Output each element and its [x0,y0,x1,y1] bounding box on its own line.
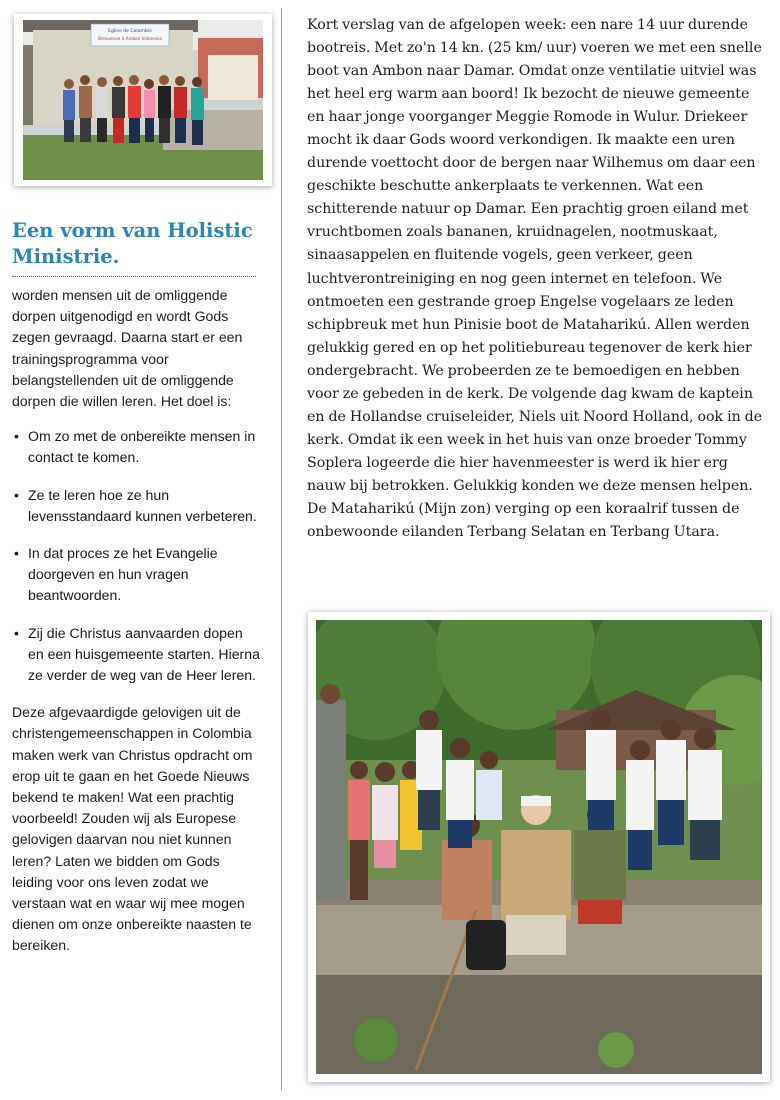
closing-paragraph: Deze afgevaardigde gelovigen uit de christengemeenschappen in Colombia maken werk van Christus opdracht om erop uit te gaan en het Goede Nieuws bekend te maken! Wat een prachtig voorbeeld! Zouden wij als Europese gelovigen daarvan nou niet kunnen leren? Laten we bidden om Gods leiding voor ons leven zodat we verstaan wat en waar wij mee mogen dienen om onze onbereikte naasten te bereiken. [12,704,253,954]
column-divider [281,8,282,1090]
bullet-icon: • [14,486,19,503]
sign-line-1: Eglise de Colombie [108,29,152,34]
group-photo-image [23,20,263,180]
village-children-image [316,620,762,1074]
sign-line-2: Bienvenue à Ambon Indonesia [98,36,162,41]
bullet-icon: • [14,545,19,562]
goal-text: Ze te leren hoe ze hun levensstandaard kunnen verbeteren. [28,486,257,524]
goal-item [12,426,262,468]
goal-text: Zij die Christus aanvaarden dopen en een huisgemeente starten. Hierna ze verder de weg van de Heer leren. [28,624,260,684]
village-children-photo [316,620,762,1074]
goal-text: In dat proces ze het Evangelie doorgeven en hun vragen beantwoorden. [28,545,218,604]
intro-paragraph: worden mensen uit de omliggende dorpen uitgenodigd en wordt Gods zegen gevraagd. Daarna start er een trainingsprogramma voor belangstellenden uit de omliggende dorpen die willen leren. Het doel is: [12,287,243,410]
bullet-icon: • [14,624,19,641]
goal-item [12,623,262,687]
goal-item [12,543,262,607]
goal-text: Om zo met de onbereikte mensen in contact te komen. [28,428,256,466]
left-column [12,218,262,957]
group-photo [23,20,263,180]
section-heading: Een vorm van Holistic Ministrie. [12,219,253,268]
bullet-icon: • [14,428,19,445]
goals-list [12,426,262,686]
dotted-divider [12,276,256,277]
top-photo-frame [14,14,272,186]
goal-item [12,485,262,527]
bottom-photo-frame [308,612,770,1082]
report-paragraph: Kort verslag van de afgelopen week: een nare 14 uur durende bootreis. Met zo'n 14 kn. (25 km/ uur) voeren we met een snelle boot van Ambon naar Damar. Omdat onze ventilatie uitviel was het heel erg warm aan boord! Ik bezocht de nieuwe gemeente en haar jonge voorganger Meggie Romode in Wulur. Driekeer mocht ik daar Gods woord verkondigen. Ik maakte een uren durende voettocht door de bergen naar Wilhemus om daar een geschikte beschutte ankerplaats te verkennen. Wat een schitterende natuur op Damar. Een prachtig groen eiland met vruchtbomen zoals bananen, kruidnagelen, nootmuskaat, sinaasappelen en fluitende vogels, geen verkeer, geen luchtverontreiniging en nog geen internet en telefoon. We ontmoeten een gestrande groep Engelse vogelaars ze leden schipbreuk met hun Pinisie boot de Mataharikú. Allen werden gelukkig gered en op het politiebureau tegenover de kerk hier ondergebracht. We probeerden ze te bemoedigen en hebben voor ze gebeden in de kerk. De volgende dag kwam de kaptein en de Hollandse cruiseleider, Niels uit Noord Holland, ook in de kerk. Omdat ik een week in het huis van onze broeder Tommy Soplera logeerde die hier havenmeester is werd ik hier erg nauw bij betrokken. Gelukkig konden we deze mensen helpen. De Mataharikú (Mijn zon) verging op een koraalrif tussen de onbewoonde eilanden Terbang Selatan en Terbang Utara. [307,17,763,541]
